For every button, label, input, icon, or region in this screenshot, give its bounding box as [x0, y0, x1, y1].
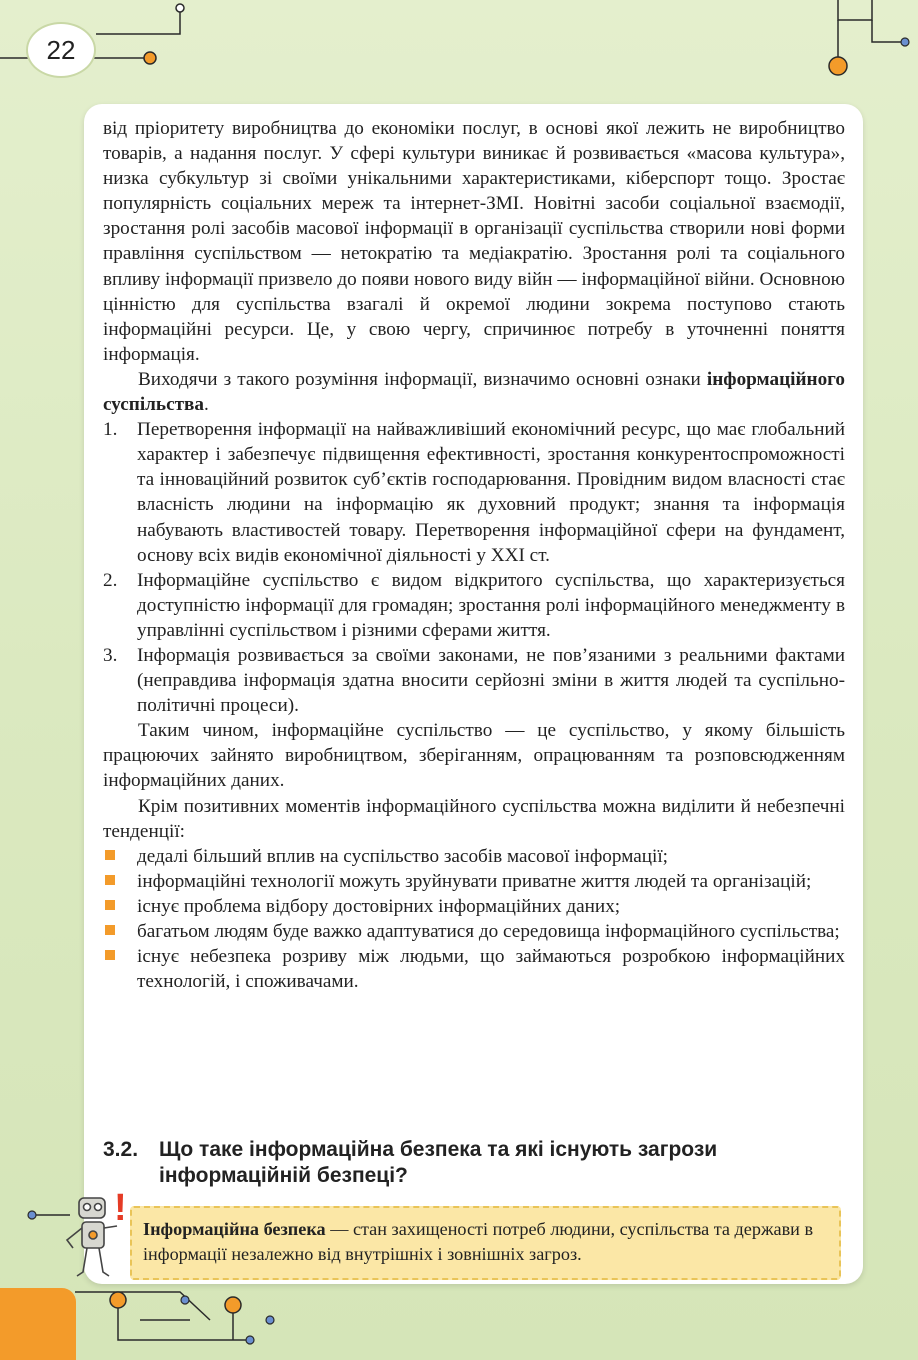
definition-paragraph: Таким чином, інформаційне суспільство — це суспільство, у якому більшість працюючих зайнято виробництвом, зберіганням, опрацюванням та розповсюдженням інформаційних даних. [103, 720, 845, 792]
list-item-text: дедалі більший вплив на суспільство засобів масової інформації; [137, 845, 668, 867]
definition-term: Інформаційна безпека [143, 1219, 326, 1239]
features-intro-end: . [203, 394, 209, 416]
section-title: Що таке інформаційна безпека та які існують загрози інформаційній безпеці? [159, 1138, 718, 1187]
orange-square-bullet-icon [105, 950, 115, 960]
features-list [103, 417, 845, 718]
orange-square-bullet-icon [105, 900, 115, 910]
orange-square-bullet-icon [105, 875, 115, 885]
list-item-text: Інформаційне суспільство є видом відкритого суспільства, що характеризується доступністю інформації для громадян; зростання ролі інформаційного менеджменту в управлінні суспільством і різними сферами життя. [137, 569, 845, 641]
orange-corner-decoration [0, 1288, 76, 1360]
list-item [103, 844, 845, 869]
dangers-list [103, 844, 845, 995]
list-item [103, 568, 845, 643]
section-heading [103, 1137, 803, 1189]
definition-text [143, 1217, 833, 1267]
list-item [103, 869, 845, 894]
term-information-society: інформаційного суспільства [103, 368, 845, 416]
list-item [103, 417, 845, 568]
list-item [103, 919, 845, 944]
list-item [103, 643, 845, 718]
features-intro-text: Виходячи з такого розуміння інформації, визначимо основні ознаки [138, 368, 707, 390]
list-item-text: існує небезпека розриву між людьми, що займаються розробкою інформаційних технологій, і споживачами. [137, 946, 845, 993]
list-number: 1. [103, 419, 118, 441]
list-item-text: Перетворення інформації на найважливіший економічний ресурс, що має глобальний характер і забезпечує підвищення ефективності, зростання конкурентоспроможності та інноваційний розвиток суб’єктів господарювання. Провідним видом власності стає власність людини на інформацію як духовний продукт; знання та інформація набувають властивостей товару. Перетворення інформаційної сфери на фундамент, основу всіх видів економічної діяльності у XXI ст. [137, 419, 845, 566]
definition-body: — стан захищеності потреб людини, суспільства та держави в інформації незалежно від внутрішніх і зовнішніх загроз. [143, 1219, 814, 1264]
list-number: 3. [103, 644, 118, 666]
list-item-text: інформаційні технології можуть зруйнувати приватне життя людей та організацій; [137, 870, 812, 892]
list-item-text: Інформація розвивається за своїми законами, не пов’язаними з реальними фактами (неправдива інформація здатна вносити серйозні зміни в життя людей та суспільно-політичні процеси). [137, 644, 845, 717]
orange-square-bullet-icon [105, 850, 115, 860]
page-number: 22 [26, 22, 96, 78]
list-item-text: існує проблема відбору достовірних інформаційних даних; [137, 895, 621, 917]
list-item-text: багатьом людям буде важко адаптуватися до середовища інформаційного суспільства; [137, 921, 840, 942]
section-number: 3.2. [103, 1138, 139, 1161]
orange-square-bullet-icon [105, 925, 115, 935]
main-text [103, 116, 845, 994]
intro-paragraph: від пріоритету виробництва до економіки послуг, в основі якої лежить не виробництво товарів, а надання послуг. У сфері культури виникає й розвивається «масова культура», низка субкультур зі своїми унікальними характеристиками, кіберспорт тощо. Зростає популярність соціальних мереж та інтернет-ЗМІ. Новітні засоби соціальної взаємодії, зростання ролі засобів масової інформації в організації суспільства створили нові форми правління суспільством — нетократію та медіакратію. Зростання ролі та соціального впливу інформації призвело до появи нового виду війн — інформаційної війни. Основною цінністю для суспільства взагалі й окремої людини зокрема поступово стають інформаційні ресурси. Це, у свою чергу, спричинює потребу в уточненні поняття інформація. [103, 118, 845, 365]
list-item [103, 894, 845, 919]
features-intro [103, 367, 845, 417]
list-number: 2. [103, 569, 118, 591]
list-item [103, 944, 845, 994]
exclamation-icon: ! [114, 1187, 127, 1229]
dangers-intro: Крім позитивних моментів інформаційного суспільства можна виділити й небезпечні тенденції: [103, 795, 845, 842]
